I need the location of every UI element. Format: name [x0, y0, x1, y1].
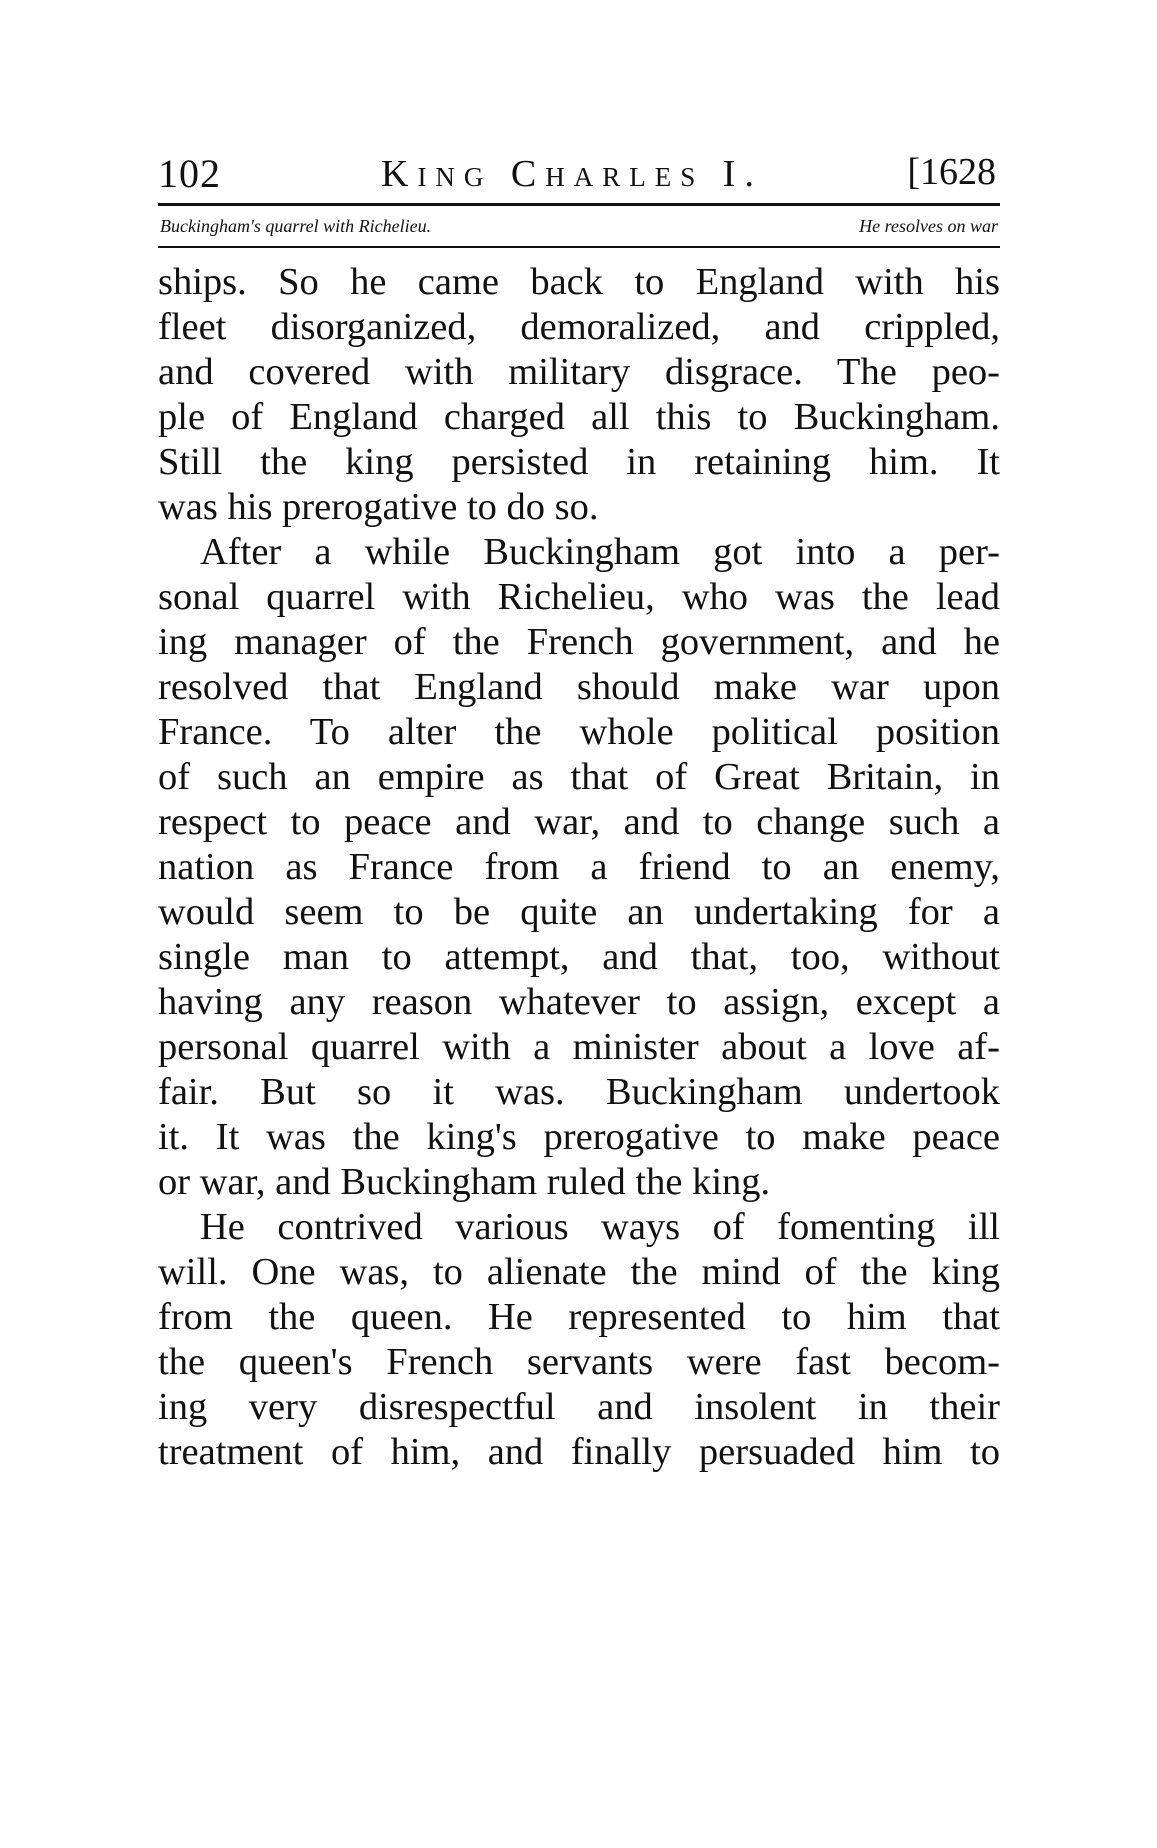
running-title: King Charles I. [381, 153, 763, 195]
page-number: 102 [158, 151, 221, 196]
text-line: After a while Buckingham got into a per- [200, 531, 1000, 573]
subheader-rule [158, 246, 1000, 248]
text-line: and covered with military disgrace. The peo- [158, 351, 1000, 393]
text-line: will. One was, to alienate the mind of the king [158, 1251, 1000, 1293]
text-line: single man to attempt, and that, too, without [158, 936, 1000, 978]
text-line: it. It was the king's prerogative to make peace [158, 1116, 1000, 1158]
text-line: ships. So he came back to England with his [158, 261, 1000, 303]
text-line: Still the king persisted in retaining him. It [158, 441, 1000, 483]
subheader [158, 210, 1000, 248]
subheader-right: He resolves on war [859, 216, 998, 236]
text-line: fleet disorganized, demoralized, and crippled, [158, 306, 1000, 348]
text-line: from the queen. He represented to him that [158, 1296, 1000, 1338]
book-page [158, 140, 1000, 1475]
body-text [158, 260, 1000, 1475]
subheader-left: Buckingham's quarrel with Richelieu. [160, 216, 432, 236]
paragraph-2 [158, 530, 1000, 1205]
paragraph-1 [158, 260, 1000, 530]
text-line: ing manager of the French government, and he [158, 621, 1000, 663]
text-line: sonal quarrel with Richelieu, who was the lead [158, 576, 1000, 618]
text-line: of such an empire as that of Great Britain, in [158, 756, 1000, 798]
text-line: ing very disrespectful and insolent in their [158, 1386, 1000, 1428]
text-line: ple of England charged all this to Buckingham. [158, 396, 1000, 438]
paragraph-3 [158, 1205, 1000, 1475]
year-marker: [1628 [907, 151, 996, 193]
text-line: the queen's French servants were fast becom- [158, 1341, 1000, 1383]
text-line: respect to peace and war, and to change such a [158, 801, 1000, 843]
text-line: He contrived various ways of fomenting ill [200, 1206, 1000, 1248]
text-line: personal quarrel with a minister about a love af- [158, 1026, 1000, 1068]
text-line: or war, and Buckingham ruled the king. [158, 1161, 771, 1203]
text-line: would seem to be quite an undertaking for a [158, 891, 1000, 933]
text-line: France. To alter the whole political position [158, 711, 1000, 753]
page-header [158, 140, 1000, 210]
header-rule [158, 203, 1000, 206]
text-line: fair. But so it was. Buckingham undertook [158, 1071, 1000, 1113]
text-line: was his prerogative to do so. [158, 486, 599, 528]
text-line: treatment of him, and finally persuaded him to [158, 1431, 1000, 1473]
text-line: having any reason whatever to assign, except a [158, 981, 1000, 1023]
text-line: resolved that England should make war upon [158, 666, 1000, 708]
text-line: nation as France from a friend to an enemy, [158, 846, 1000, 888]
